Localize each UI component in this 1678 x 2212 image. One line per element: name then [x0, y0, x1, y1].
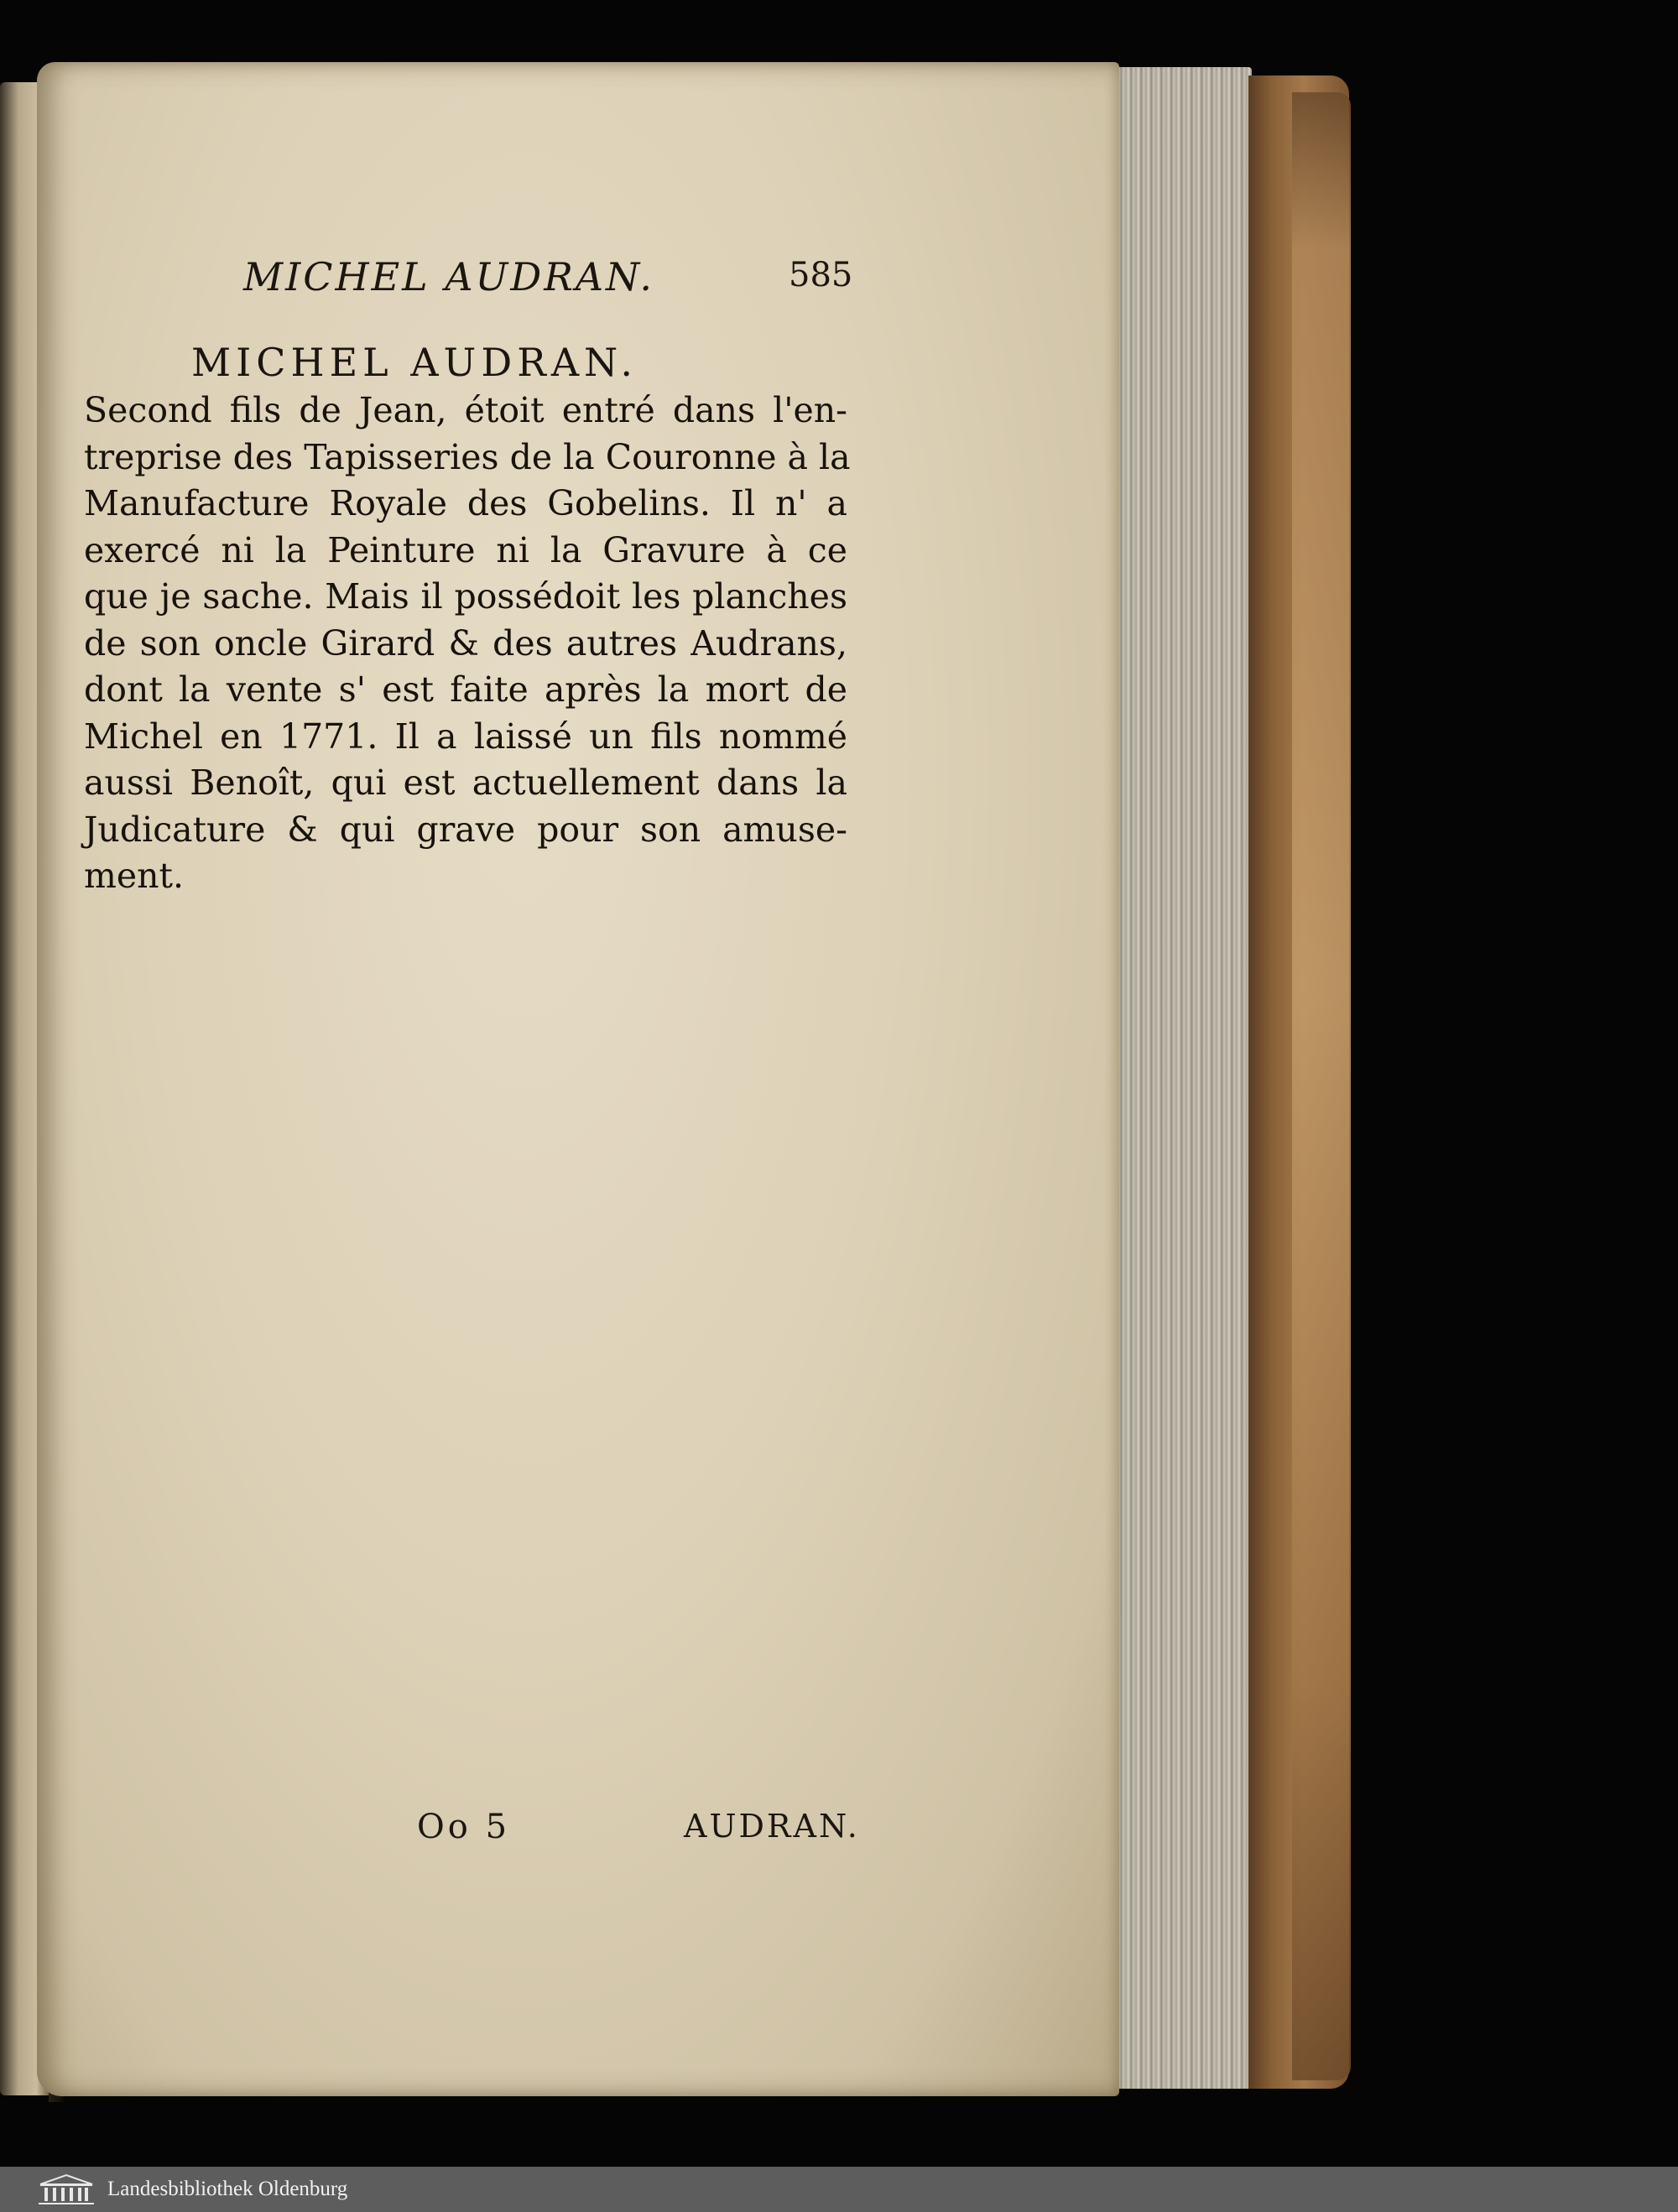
body-line: que je sache. Mais il possédoit les planches: [84, 576, 847, 617]
body-line: Second fils de Jean, étoit entré dans l'en-: [84, 390, 847, 430]
body-line: exercé ni la Peinture ni la Gravure à ce: [84, 529, 847, 570]
footer-bar: [0, 2167, 1678, 2212]
page-fore-edge: [1101, 67, 1252, 2089]
body-line: treprise des Tapisseries de la Couronne à la: [84, 436, 851, 477]
page-number: 585: [789, 256, 853, 294]
body-line: Michel en 1771. Il a laissé un fils nommé: [84, 716, 847, 757]
library-building-icon: [37, 2173, 96, 2206]
entry-body: [84, 388, 851, 900]
body-line: Manufacture Royale des Gobelins. Il n' a: [84, 483, 847, 523]
body-line: Judicature & qui grave pour son amuse-: [84, 809, 847, 850]
gathering-signature: Oo 5: [417, 1808, 511, 1846]
body-line: ment.: [84, 856, 185, 896]
running-head: MICHEL AUDRAN.: [243, 254, 654, 299]
footer-library-name: Landesbibliothek Oldenburg: [107, 2178, 348, 2200]
body-line: dont la vente s' est faite après la mort de: [84, 669, 847, 710]
body-line: aussi Benoît, qui est actuellement dans la: [84, 762, 847, 803]
cover-leather-edge: [1292, 92, 1351, 2080]
entry-title: MICHEL AUDRAN.: [191, 340, 638, 385]
catchword: AUDRAN.: [684, 1808, 860, 1845]
body-line: de son oncle Girard & des autres Audrans,: [84, 622, 847, 664]
